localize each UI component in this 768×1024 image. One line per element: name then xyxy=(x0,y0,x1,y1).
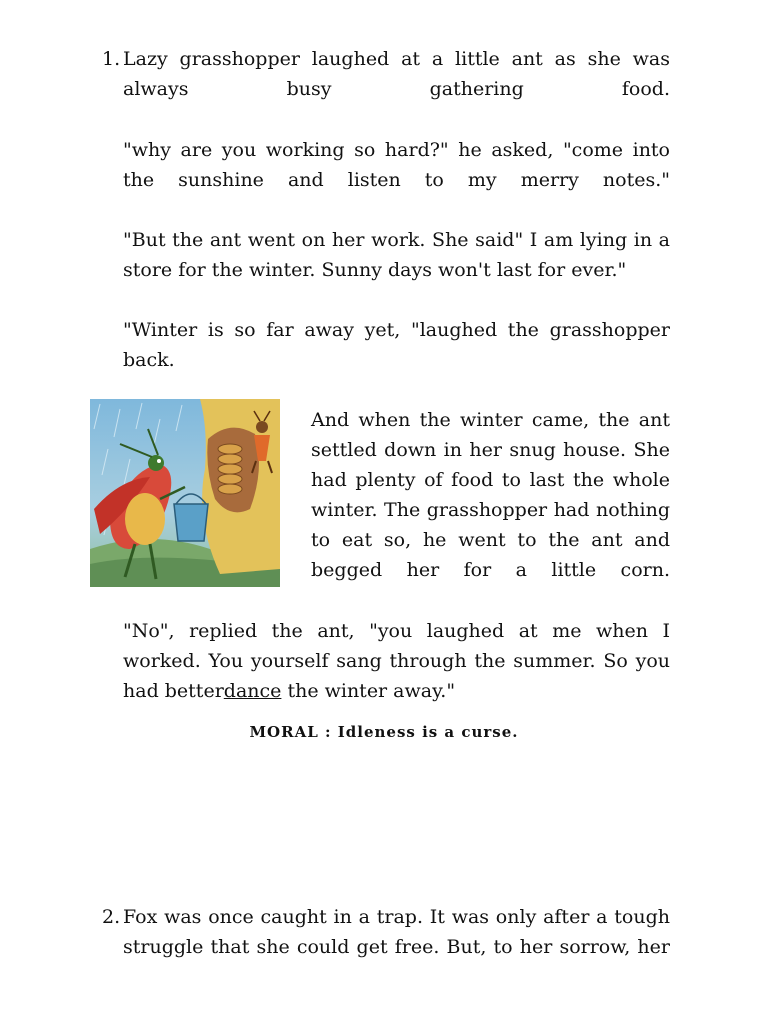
paragraph-6-text-before: "No", replied the ant, "you laughed at me when I worked. You yourself sang through the summer. So you had better xyxy=(123,620,670,702)
list-number-1: 1. xyxy=(102,48,121,70)
underlined-word: dance xyxy=(223,680,282,702)
illustration-svg xyxy=(90,399,280,587)
story1-paragraph-3: "But the ant went on her work. She said" I am lying in a store for the winter. Sunny days won't last for ever." xyxy=(123,229,670,281)
list-number-2: 2. xyxy=(102,906,121,928)
story1-paragraph-5: And when the winter came, the ant settled down in her snug house. She had plenty of food to last the whole winter. The grasshopper had nothing to eat so, he went to the ant and begged her for a little corn. xyxy=(311,409,670,581)
story1-paragraph-1: Lazy grasshopper laughed at a little ant as she was always busy gathering food. xyxy=(123,48,670,100)
story1-paragraph-6 xyxy=(123,616,670,706)
paragraph-6-text-after: the winter away." xyxy=(281,680,456,702)
moral-line: MORAL : Idleness is a curse. xyxy=(249,723,519,741)
grasshopper-ant-illustration xyxy=(90,399,280,587)
story1-paragraph-2: "why are you working so hard?" he asked, "come into the sunshine and listen to my merry notes." xyxy=(123,139,670,191)
story1-paragraph-4: "Winter is so far away yet, "laughed the grasshopper back. xyxy=(123,319,670,371)
story2-paragraph-1: Fox was once caught in a trap. It was only after a tough struggle that she could get free. But, to her sorrow, her xyxy=(123,906,670,958)
